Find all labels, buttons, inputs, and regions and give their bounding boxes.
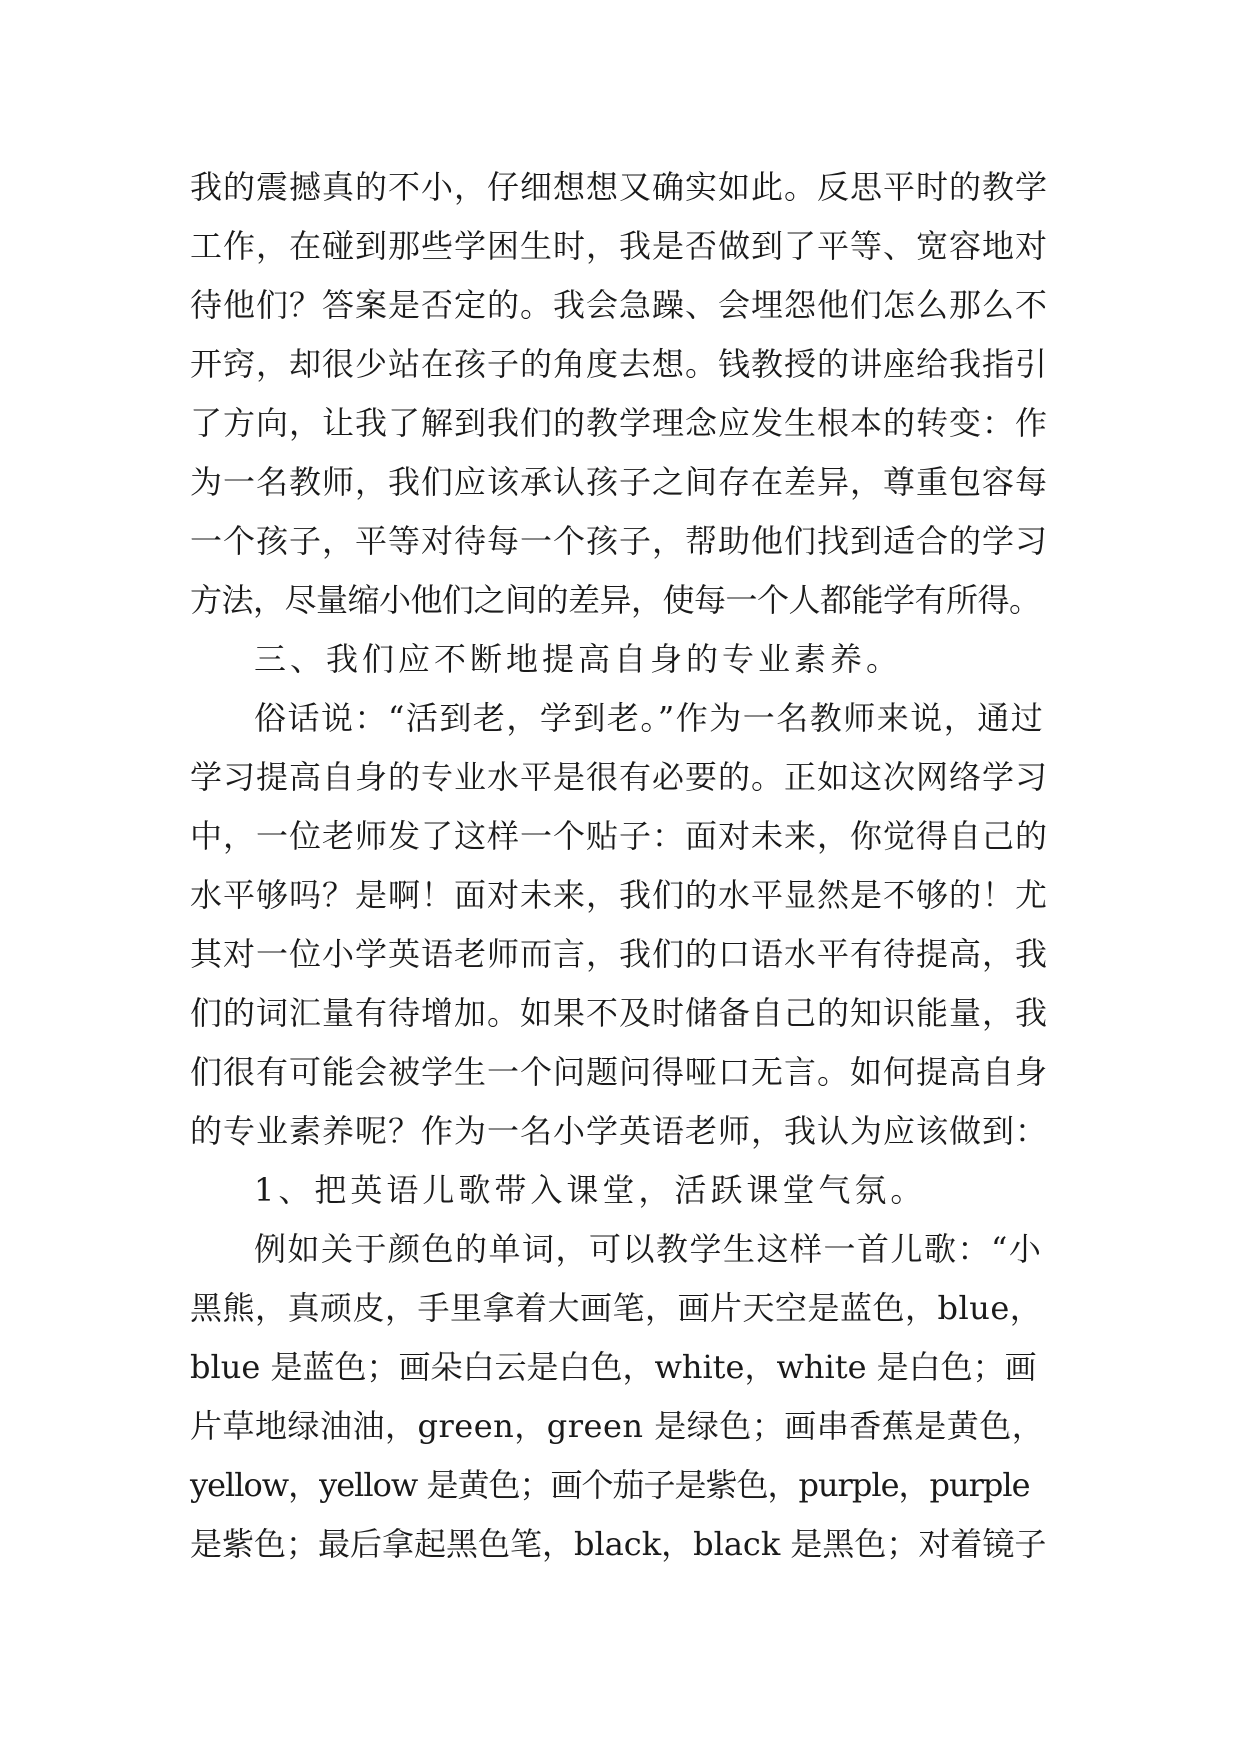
- text-line: 我的震撼真的不小，仔细想想又确实如此。反思平时的教学: [190, 168, 1049, 206]
- text-line: 待他们？答案是否定的。我会急躁、会埋怨他们怎么那么不: [190, 286, 1049, 324]
- text-line: 其对一位小学英语老师而言，我们的口语水平有待提高，我: [190, 935, 1049, 973]
- text-line: 是紫色；最后拿起黑色笔，black，black 是黑色；对着镜子: [190, 1525, 1047, 1563]
- text-line: 中，一位老师发了这样一个贴子：面对未来，你觉得自己的: [190, 817, 1049, 855]
- text-line: 为一名教师，我们应该承认孩子之间存在差异，尊重包容每: [190, 463, 1049, 501]
- document-body: [190, 158, 1048, 1574]
- text-line: 例如关于颜色的单词，可以教学生这样一首儿歌：“小: [254, 1230, 1043, 1268]
- text-line: 的专业素养呢？作为一名小学英语老师，我认为应该做到：: [190, 1112, 1049, 1150]
- text-line: 们很有可能会被学生一个问题问得哑口无言。如何提高自身: [190, 1053, 1049, 1091]
- text-line: 一个孩子，平等对待每一个孩子，帮助他们找到适合的学习: [190, 522, 1049, 560]
- text-line: 水平够吗？是啊！面对未来，我们的水平显然是不够的！尤: [190, 876, 1049, 914]
- text-line: 俗话说：“活到老，学到老。”作为一名教师来说，通过: [254, 699, 1045, 737]
- text-line: yellow，yellow 是黄色；画个茄子是紫色，purple，purple: [190, 1466, 1030, 1504]
- text-line: 片草地绿油油，green，green 是绿色；画串香蕉是黄色，: [190, 1407, 1045, 1445]
- text-line: 开窍，却很少站在孩子的角度去想。钱教授的讲座给我指引: [190, 345, 1049, 383]
- text-line: blue 是蓝色；画朵白云是白色，white，white 是白色；画: [190, 1348, 1037, 1386]
- text-line: 学习提高自身的专业水平是很有必要的。正如这次网络学习: [190, 758, 1049, 796]
- text-line: 方法，尽量缩小他们之间的差异，使每一个人都能学有所得。: [190, 581, 1041, 619]
- text-line: 三、我们应不断地提高自身的专业素养。: [254, 640, 903, 678]
- text-line: 1、把英语儿歌带入课堂，活跃课堂气氛。: [254, 1171, 927, 1209]
- text-line: 了方向，让我了解到我们的教学理念应发生根本的转变：作: [190, 404, 1049, 442]
- text-line: 黑熊，真顽皮，手里拿着大画笔，画片天空是蓝色，blue，: [190, 1289, 1043, 1327]
- text-line: 们的词汇量有待增加。如果不及时储备自己的知识能量，我: [190, 994, 1049, 1032]
- text-line: 工作，在碰到那些学困生时，我是否做到了平等、宽容地对: [190, 227, 1049, 265]
